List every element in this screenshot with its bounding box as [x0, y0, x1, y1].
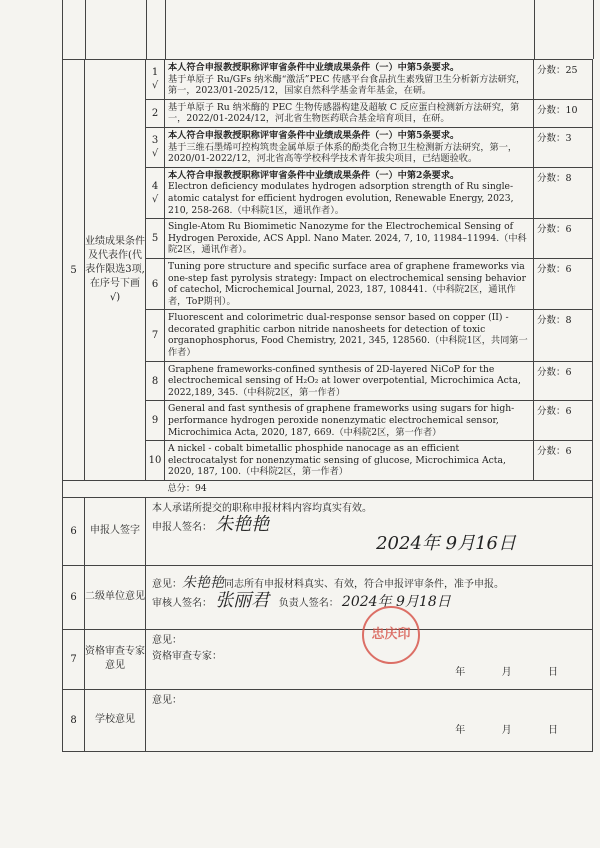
- applicant-date: 2024年 9月16日: [376, 532, 516, 554]
- date-day: 日: [548, 724, 558, 736]
- department-opinion-row: [63, 565, 593, 629]
- application-form-table: [62, 59, 593, 752]
- row-index: 6: [63, 497, 85, 565]
- item-number: [146, 361, 165, 401]
- opinion-label: 意见：: [152, 578, 182, 590]
- item-description: [165, 167, 534, 218]
- item-number: [146, 219, 165, 259]
- item-number: [146, 99, 165, 127]
- applicant-signature-row: [63, 497, 593, 565]
- qualification-review-row: [63, 629, 593, 689]
- item-number: [146, 441, 165, 481]
- official-seal-stamp: 忠庆印: [362, 606, 420, 664]
- reviewer-label: 审核人签名：: [152, 597, 212, 609]
- applicant-signature: 朱艳艳: [215, 513, 270, 535]
- item-score: 分数：6: [534, 219, 593, 259]
- item-description: [165, 441, 534, 481]
- date-year: 年: [455, 724, 466, 736]
- item-description: [165, 127, 534, 167]
- item-text: A nickel - cobalt bimetallic phosphide nanocage as an efficient electrocatalyst for nonenzymatic sensing of glucose, Microchimica Acta, 2020, 187, 100.（中科院2区，第一作者）: [168, 443, 506, 478]
- total-score: 总分：94: [165, 481, 593, 498]
- expert-label: 资格审查专家：: [152, 650, 222, 662]
- item-number-text: 3: [151, 135, 159, 147]
- item-number: [146, 167, 165, 218]
- item-text: 基于三维石墨烯可控构筑贵金属单原子体系的酚类化合物卫生检测新方法研究，第一，2020/01-2022/12，河北省高等学校科学技术青年拔尖项目，已结题验收。: [168, 141, 518, 165]
- item-text: Graphene frameworks-confined synthesis of 2D-layered NiCoP for the electrochemical sensing of H₂O₂ at lower overpotential, Microchimica Acta, 2022,189, 345.（中科院2区，第一作者）: [168, 363, 521, 398]
- opinion-label: 意见：: [152, 694, 182, 706]
- item-description: [165, 99, 534, 127]
- item-text: 基于单原子 Ru 纳米酶的 PEC 生物传感器构建及超敏 C 反应蛋白检测新方法研究，第一，2022/01-2024/12，河北省生物医药联合基金培育项目，在研。: [168, 101, 520, 125]
- row-index: 7: [63, 629, 85, 689]
- row-category: 申报人签字: [85, 497, 146, 565]
- item-score: 分数：8: [534, 310, 593, 361]
- item-text: Tuning pore structure and specific surface area of graphene frameworks via one-step fast pyrolysis strategy: Impact on electrochemical sensing behavior of catechol, Microchemical Journal, 2023, 187, 108441.（中科院2区，通讯作者，ToP期刊）。: [168, 260, 526, 307]
- item-requirement-lead: 本人符合申报教授职称评审省条件中业绩成果条件（一）中第2条要求。: [168, 169, 460, 181]
- item-score: 分数：6: [534, 441, 593, 481]
- item-text: General and fast synthesis of graphene frameworks using sugars for high-performance hydrogen peroxide nonenzymatic electrochemical sensor, Microchimica Acta, 2020, 187, 669.（中科院2区，第一作者）: [168, 403, 515, 438]
- opinion-label: 意见：: [152, 634, 182, 646]
- item-score: 分数：10: [534, 99, 593, 127]
- date-month: 月: [501, 724, 512, 736]
- item-description: [165, 219, 534, 259]
- item-description: [165, 60, 534, 100]
- item-text: 基于单原子 Ru/GFs 纳米酶“激活”PEC 传感平台食品抗生素残留卫生分析新方法研究，第一，2023/01-2025/12，国家自然科学基金青年基金，在研。: [168, 73, 526, 97]
- item-number: [146, 310, 165, 361]
- item-score: 分数：3: [534, 127, 593, 167]
- row-index: 6: [63, 565, 85, 629]
- item-number: [146, 60, 165, 100]
- date-month: 月: [501, 666, 512, 678]
- item-text: Electron deficiency modulates hydrogen adsorption strength of Ru single-atomic catalyst for efficient hydrogen evolution, Renewable Energy, 2023, 210, 258-268.（中科院1区，通讯作者）。: [168, 181, 514, 216]
- total-row: [63, 481, 593, 498]
- item-number-text: 9: [151, 415, 159, 427]
- item-text: Single-Atom Ru Biomimetic Nanozyme for the Electrochemical Sensing of Hydrogen Peroxide, ACS Appl. Nano Mater. 2024, 7, 10, 11984–11994.（中科院2区，通讯作者）。: [168, 221, 527, 256]
- item-number-text: 4: [151, 180, 159, 192]
- item-number: [146, 401, 165, 441]
- reviewer-signature: 张丽君: [215, 589, 270, 611]
- head-label: 负责人签名：: [278, 597, 339, 609]
- item-score: 分数：8: [534, 167, 593, 218]
- row-category: 二级单位意见: [85, 565, 146, 629]
- row-category: 业绩成果条件及代表作(代表作限选3项,在序号下画√): [85, 60, 146, 481]
- item-score: 分数：25: [534, 60, 593, 100]
- opinion-text: 同志所有申报材料真实、有效，符合申报评审条件，准予申报。: [224, 578, 504, 590]
- item-score: 分数：6: [534, 401, 593, 441]
- item-number-text: 2: [151, 107, 159, 119]
- representative-check-mark: √: [151, 148, 159, 160]
- item-description: [165, 401, 534, 441]
- item-number-text: 8: [151, 375, 159, 387]
- opinion-name-signature: 朱艳艳: [182, 574, 224, 591]
- item-number-text: 10: [148, 455, 162, 467]
- item-score: 分数：6: [534, 361, 593, 401]
- row-index: 5: [63, 60, 85, 481]
- representative-check-mark: √: [151, 193, 159, 205]
- item-score: 分数：6: [534, 258, 593, 309]
- item-description: [165, 310, 534, 361]
- representative-check-mark: √: [151, 80, 159, 92]
- department-date: 2024年 9月18日: [341, 593, 451, 610]
- item-number-text: 6: [151, 278, 159, 290]
- row-category: 资格审查专家意见: [85, 629, 146, 689]
- item-requirement-lead: 本人符合申报教授职称评审省条件中业绩成果条件（一）中第5条要求。: [168, 129, 460, 141]
- date-day: 日: [548, 666, 558, 678]
- row-index: 8: [63, 689, 85, 751]
- signature-label: 申报人签名：: [152, 521, 212, 533]
- item-number: [146, 258, 165, 309]
- item-number: [146, 127, 165, 167]
- achievement-item-row: [63, 60, 593, 100]
- row-category: 学校意见: [85, 689, 146, 751]
- school-opinion-row: [63, 689, 593, 751]
- item-requirement-lead: 本人符合申报教授职称评审省条件中业绩成果条件（一）中第5条要求。: [168, 62, 460, 73]
- commitment-text: 本人承诺所提交的职称申报材料内容均真实有效。: [152, 502, 372, 514]
- item-number-text: 1: [151, 67, 159, 79]
- item-description: [165, 258, 534, 309]
- date-year: 年: [455, 666, 466, 678]
- item-number-text: 5: [151, 233, 159, 245]
- item-number-text: 7: [151, 329, 159, 341]
- table-top-continuation: [62, 0, 594, 59]
- item-description: [165, 361, 534, 401]
- item-text: Fluorescent and colorimetric dual-response sensor based on copper (II) -decorated graphitic carbon nitride nanosheets for detection of toxic organophosphorus, Food Chemistry, 2021, 345, 128560.（中科院1区，共同第一作者）: [168, 312, 528, 359]
